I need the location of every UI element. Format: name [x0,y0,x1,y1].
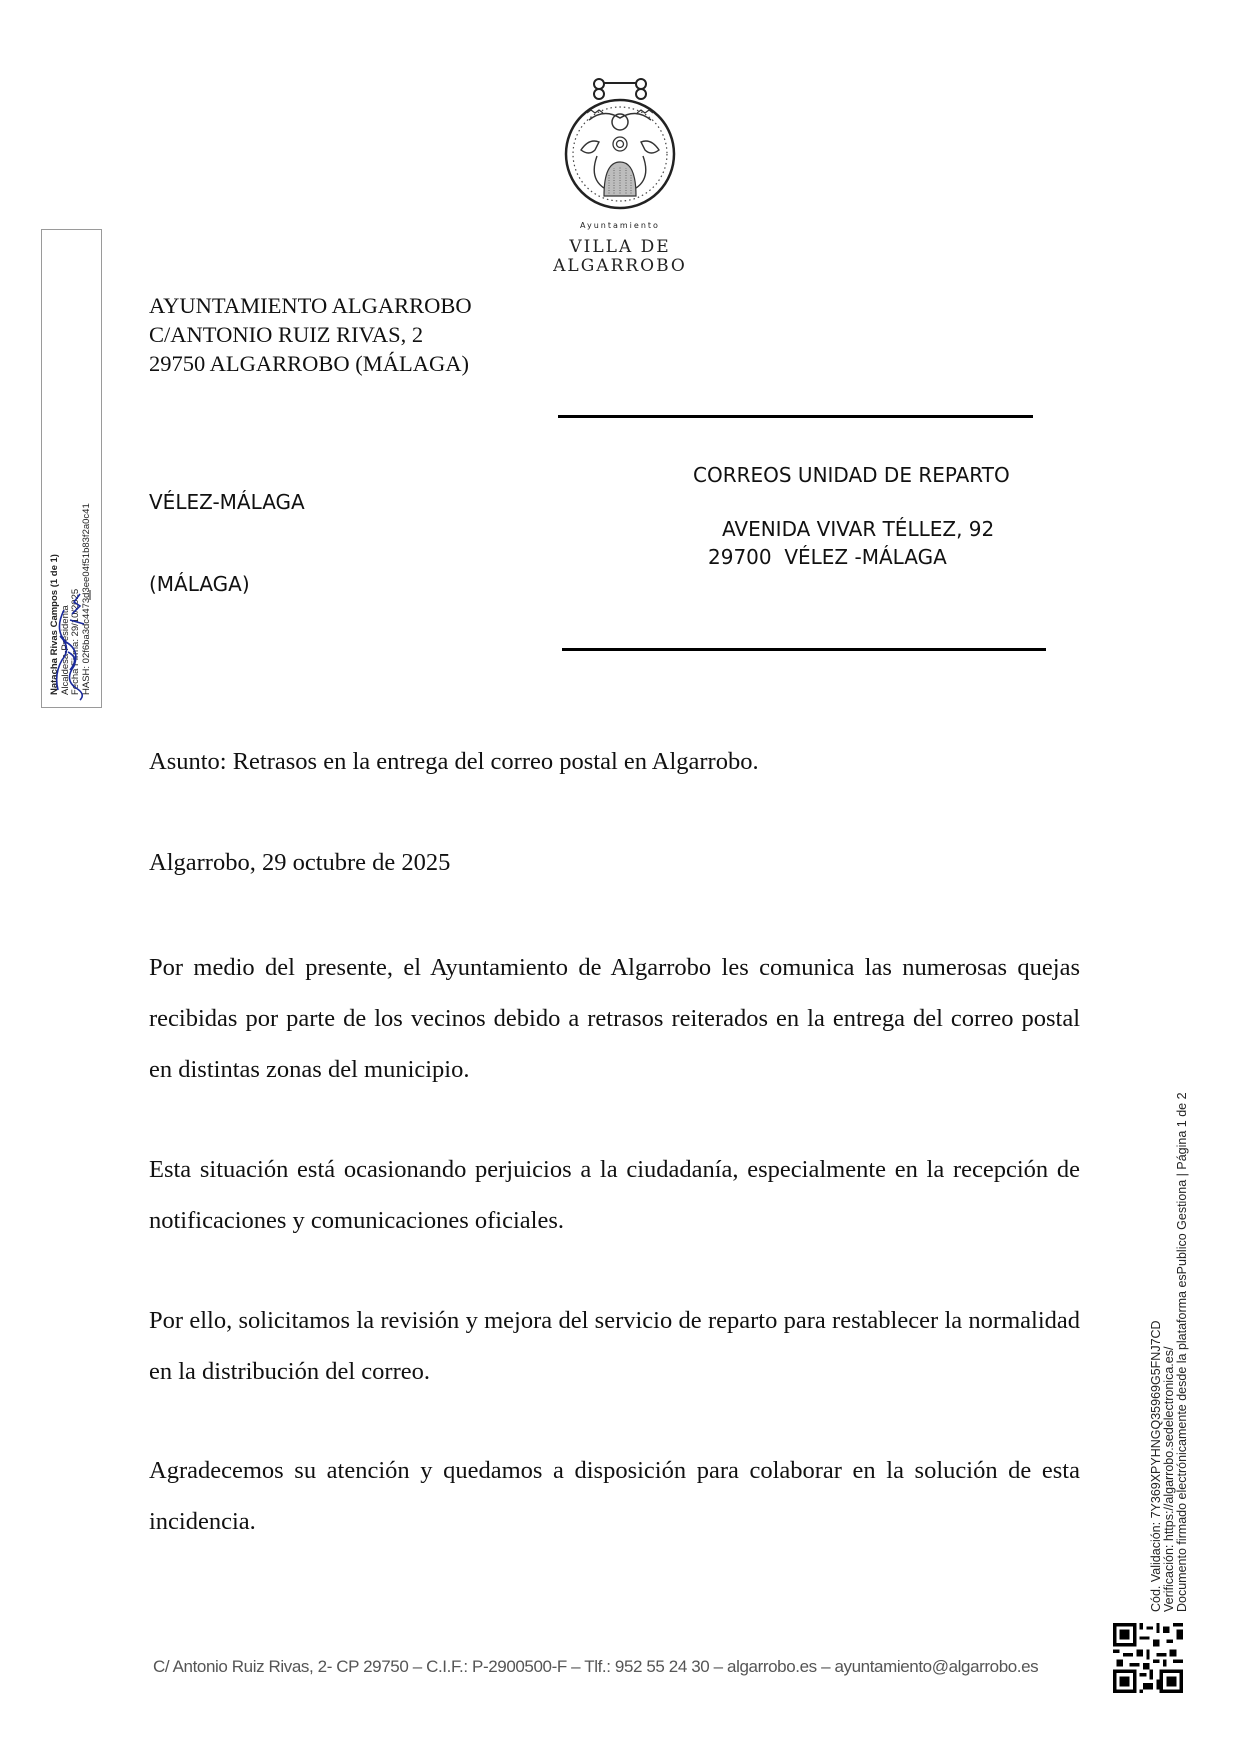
signature-date: Fecha Firma: 29/10/2025 [70,588,81,695]
sender-line-2: C/ANTONIO RUIZ RIVAS, 2 [149,322,424,347]
verification-url[interactable]: Verificación: https://algarrobo.sedelectronica.es/ [1162,1346,1176,1612]
recipient-name: CORREOS UNIDAD DE REPARTO [693,463,1010,487]
sender-address [149,291,472,378]
recipient-top-rule [558,415,1033,418]
municipal-crest-icon [559,78,681,218]
letter-paragraph: Por medio del presente, el Ayuntamiento de Algarrobo les comunica las numerosas quejas recibidas por parte de los vecinos debido a retrasos reiterados en la entrega del correo postal en distintas zonas del municipio. [149,954,1080,1083]
recipient-left-city: VÉLEZ-MÁLAGA [149,490,305,514]
validation-code: Cód. Validación: 7Y369XPYHNGQ35969G5FNJ7CD [1149,1320,1163,1612]
letter-paragraph: Agradecemos su atención y quedamos a disposición para colaborar en la solución de esta incidencia. [149,1457,1080,1535]
letter-date: Algarrobo, 29 octubre de 2025 [149,849,451,876]
handwritten-signature-icon [50,590,96,702]
sender-line-3: 29750 ALGARROBO (MÁLAGA) [149,351,469,376]
logo-title-line2: ALGARROBO [553,256,687,276]
letter-paragraph: Esta situación está ocasionando perjuicios a la ciudadanía, especialmente en la recepción de notificaciones y comunicaciones oficiales. [149,1156,1080,1234]
municipal-logo [545,78,695,278]
page-footer: C/ Antonio Ruiz Rivas, 2- CP 29750 – C.I.F.: P-2900500-F – Tlf.: 952 55 24 30 – algarrobo.es – ayuntamiento@algarrobo.es [153,1657,1039,1676]
logo-subtitle: Ayuntamiento [580,221,660,230]
platform-note: Documento firmado electrónicamente desde la plataforma esPublico Gestiona | Página 1 de 2 [1175,1092,1189,1612]
sender-line-1: AYUNTAMIENTO ALGARROBO [149,293,472,318]
signer-name: Natacha Rivas Campos (1 de 1) [49,554,60,695]
logo-title-line1: VILLA DE [569,237,671,257]
recipient-city: 29700 VÉLEZ -MÁLAGA [708,545,947,569]
letter-paragraph: Por ello, solicitamos la revisión y mejora del servicio de reparto para restablecer la normalidad en la distribución del correo. [149,1307,1080,1385]
signature-hash: HASH: 02f6ba3dc4473d3ee04f51b83f2a0c41 [80,503,92,695]
letter-subject: Asunto: Retrasos en la entrega del correo postal en Algarrobo. [149,748,759,775]
recipient-street: AVENIDA VIVAR TÉLLEZ, 92 [722,517,995,541]
validation-info [1150,1092,1189,1612]
recipient-left-province: (MÁLAGA) [149,572,250,596]
signer-role: Alcaldesa-Presidenta [59,605,71,695]
recipient-bottom-rule [562,648,1046,651]
qr-code-icon [1113,1623,1183,1693]
digital-signature-box [41,229,102,708]
